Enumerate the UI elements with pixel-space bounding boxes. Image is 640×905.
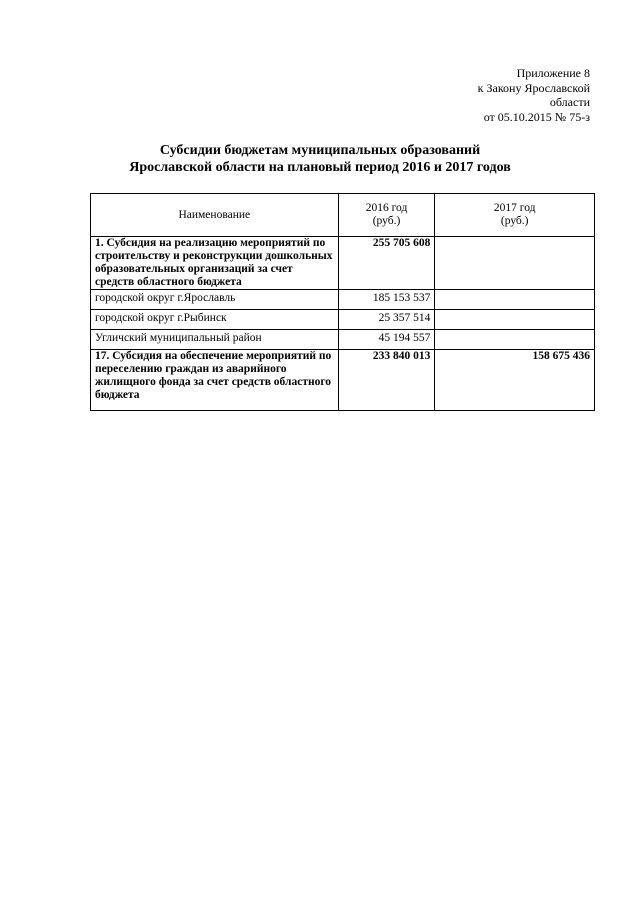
row-value-2016: 185 153 537 [338, 290, 435, 310]
annex-line: области [549, 95, 590, 109]
row-value-2017 [435, 237, 595, 290]
row-name: городской округ г.Рыбинск [91, 310, 339, 330]
table-row [91, 310, 595, 330]
annex-line: Приложение 8 [516, 66, 590, 80]
document-title [60, 142, 580, 176]
subsidies-table [90, 193, 595, 411]
table-row [91, 237, 595, 290]
row-value-2017 [435, 330, 595, 350]
annex-line: от 05.10.2015 № 75-з [483, 109, 590, 124]
row-value-2017: 158 675 436 [435, 350, 595, 411]
header-2016 [338, 194, 435, 237]
header-name [91, 194, 339, 237]
row-name: Угличский муниципальный район [91, 330, 339, 350]
header-2016-label: 2016 год [365, 202, 408, 214]
table-row [91, 290, 595, 310]
annex-line: к Закону Ярославской [477, 80, 590, 95]
table-row [91, 330, 595, 350]
row-name: 17. Субсидия на обеспечение мероприятий по переселению граждан из аварийного жилищного фонда за счет средств областного бюджета [91, 350, 339, 411]
row-name: городской округ г.Ярославль [91, 290, 339, 310]
table-row [91, 350, 595, 411]
row-value-2017 [435, 290, 595, 310]
row-value-2016: 25 357 514 [338, 310, 435, 330]
header-2017-unit: (руб.) [500, 215, 529, 227]
header-name-label: Наименование [178, 208, 251, 221]
table-header-row [91, 194, 595, 237]
row-value-2016: 45 194 557 [338, 330, 435, 350]
header-2017-label: 2017 год [493, 202, 536, 214]
annex-reference [390, 66, 590, 124]
row-value-2016: 255 705 608 [338, 237, 435, 290]
row-name: 1. Субсидия на реализацию мероприятий по строительству и реконструкции дошкольных образовательных организаций за счет средств областного бюджета [91, 237, 339, 290]
row-value-2017 [435, 310, 595, 330]
title-line: Субсидии бюджетам муниципальных образований [159, 143, 481, 158]
header-2017 [435, 194, 595, 237]
header-2016-unit: (руб.) [372, 215, 401, 227]
row-value-2016: 233 840 013 [338, 350, 435, 411]
title-line: Ярославской области на плановый период 2016 и 2017 годов [129, 160, 511, 175]
